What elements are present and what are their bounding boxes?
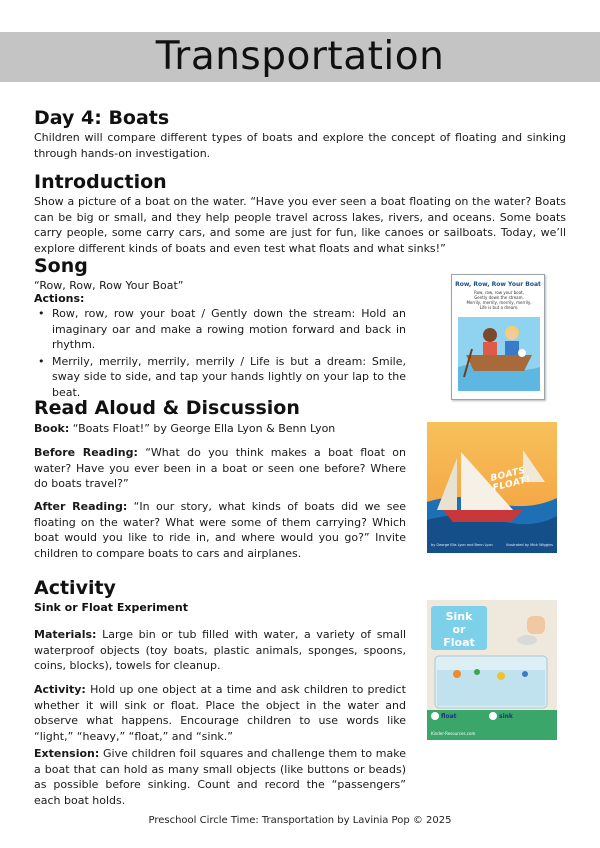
song-card-title: Row, Row, Row Your Boat: [455, 281, 541, 288]
list-item: • Merrily, merrily, merrily, merrily / Life is but a dream: Smile, sway side to side, and tap your hands lightly on your lap to the beat.: [36, 354, 406, 401]
extension: [34, 746, 406, 808]
book-line: [34, 421, 406, 437]
materials: [34, 627, 406, 674]
introduction-heading: Introduction: [34, 171, 167, 193]
after-reading-label: After Reading:: [34, 500, 128, 513]
song-picture-card: [451, 274, 545, 400]
before-reading-text: “What do you think makes a boat float on water? Have you ever been in a boat or seen one before? Where do boats travel?”: [34, 446, 406, 490]
book-cover-boats-float: [427, 422, 557, 553]
activity-steps: [34, 682, 406, 744]
song-actions-list: [36, 306, 406, 401]
sign-line-or: or: [452, 623, 466, 636]
page-title: Transportation: [155, 34, 445, 79]
photo-site-credit: Kinder-Resources.com: [431, 731, 476, 736]
rowboat-illustration: [452, 275, 546, 401]
page-footer: Preschool Circle Time: Transportation by Lavinia Pop © 2025: [148, 815, 452, 826]
after-reading-text: “In our story, what kinds of boats did we see floating on the water? What were some of them carrying? Which boat would you like to ride in, and where would you go?” Invite children to compare boats to cars and airplanes.: [34, 500, 406, 560]
day-heading: Day 4: Boats: [34, 107, 170, 129]
book-cover-illustrator: illustrated by Mick Wiggins: [505, 543, 553, 547]
after-reading: [34, 499, 406, 561]
sink-or-float-photo: [427, 600, 557, 740]
sink-or-float-sign: [431, 606, 487, 650]
book-text: “Boats Float!” by George Ella Lyon & Benn Lyon: [69, 422, 336, 435]
sign-line-sink: Sink: [445, 610, 473, 623]
list-item: • Row, row, row your boat / Gently down the stream: Hold an imaginary oar and make a rowing motion forward and back in rhythm.: [36, 306, 406, 353]
song-card-lyrics: Row, row, row your boat, Gently down the stream. Merrily, merrily, merrily, merrily, Life is but a dream.: [466, 290, 532, 310]
materials-label: Materials:: [34, 628, 97, 641]
activity-subheading: Sink or Float Experiment: [34, 601, 188, 614]
day-description: Children will compare different types of boats and explore the concept of floating and sinking through hands-on investigation.: [34, 131, 566, 160]
title-banner: [0, 32, 600, 82]
actions-label: Actions:: [34, 292, 85, 305]
read-aloud-heading: Read Aloud & Discussion: [34, 397, 300, 419]
extension-label: Extension:: [34, 747, 100, 760]
song-name: “Row, Row, Row Your Boat”: [34, 279, 184, 292]
introduction-text: Show a picture of a boat on the water. “Have you ever seen a boat floating on the water? Boats can be big or small, and they help people travel across lakes, rivers, and oceans. Some boats carry people, some carry cars, and some are just for fun, like canoes or sailboats. Today, we’ll explore different kinds of boats and even test what floats and what sinks!”: [34, 195, 566, 255]
sink-label: sink: [499, 713, 513, 720]
song-heading: Song: [34, 255, 88, 277]
sign-line-float: Float: [443, 636, 475, 649]
activity-text: Hold up one object at a time and ask children to predict whether it will sink or float. Place the object in the water and observe what happens. Encourage children to use words like “light,” “heavy,” “float,” and “sink.”: [34, 683, 406, 743]
book-cover-authors: by George Ella Lyon and Benn Lyon: [431, 543, 493, 547]
float-label: float: [441, 713, 457, 720]
before-reading: [34, 445, 406, 492]
before-reading-label: Before Reading:: [34, 446, 138, 459]
activity-label: Activity:: [34, 683, 86, 696]
book-cover-title: BOATS FLOAT!: [489, 465, 532, 494]
book-label: Book:: [34, 422, 70, 435]
materials-text: Large bin or tub filled with water, a variety of small waterproof objects (toy boats, plastic animals, sponges, spoons, coins, blocks), towels for cleanup.: [34, 628, 406, 672]
activity-heading: Activity: [34, 577, 116, 599]
extension-text: Give children foil squares and challenge them to make a boat that can hold as many small objects (like buttons or beads) as possible before sinking. Count and record the “passengers” each boat holds.: [34, 747, 406, 807]
